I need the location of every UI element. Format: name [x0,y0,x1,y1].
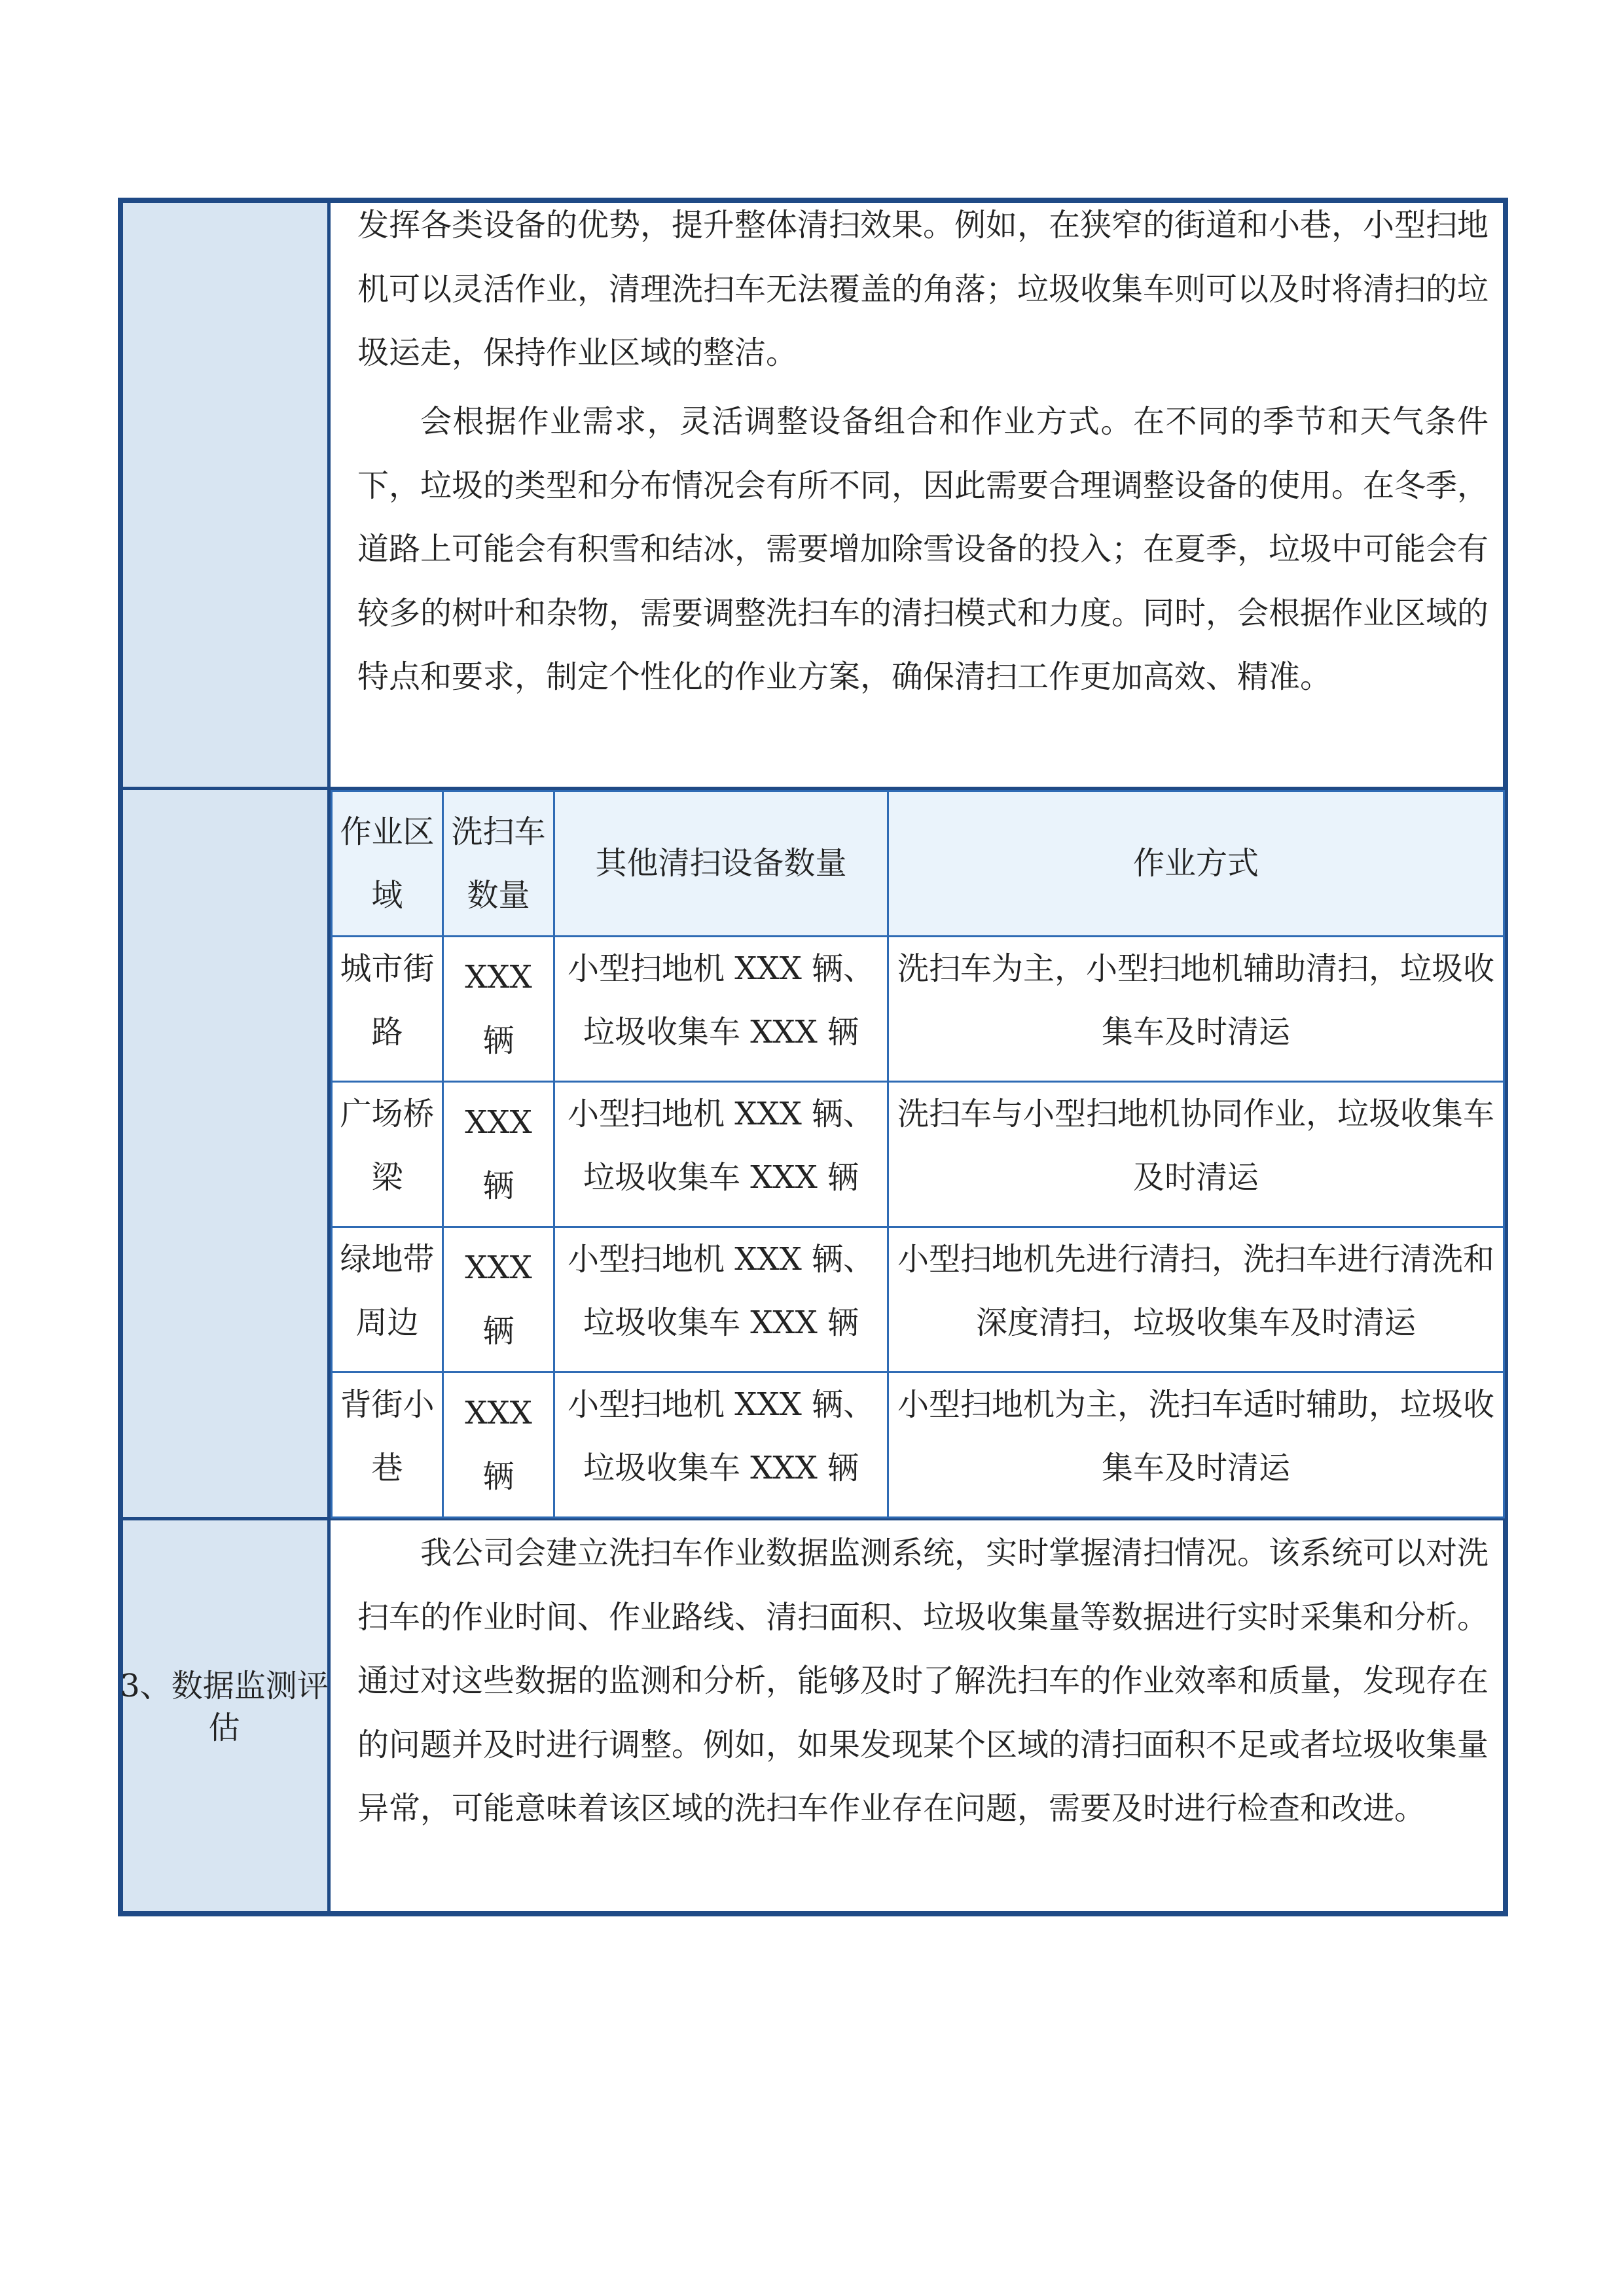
paragraph-equipment-advantages: 发挥各类设备的优势，提升整体清扫效果。例如，在狭窄的街道和小巷，小型扫地机可以灵活作业，清理洗扫车无法覆盖的角落；垃圾收集车则可以及时将清扫的垃圾运走，保持作业区域的整洁。 [357,207,1489,371]
cell-method: 小型扫地机为主，洗扫车适时辅助，垃圾收集车及时清运 [888,1372,1504,1518]
cell-sweepers: XXX 辆 [443,1082,554,1227]
cell-area: 广场桥梁 [332,1082,443,1227]
cell-sweepers: XXX 辆 [443,1227,554,1372]
cell-area: 背街小巷 [332,1372,443,1518]
cell-other: 小型扫地机 XXX 辆、垃圾收集车 XXX 辆 [554,937,888,1082]
header-other-equipment: 其他清扫设备数量 [554,791,888,937]
cell-method: 小型扫地机先进行清扫，洗扫车进行清洗和深度清扫，垃圾收集车及时清运 [888,1227,1504,1372]
table-row [332,1227,1504,1372]
header-method: 作业方式 [888,791,1504,937]
header-area: 作业区域 [332,791,443,937]
table-row [332,1082,1504,1227]
cell-other: 小型扫地机 XXX 辆、垃圾收集车 XXX 辆 [554,1082,888,1227]
cell-other: 小型扫地机 XXX 辆、垃圾收集车 XXX 辆 [554,1372,888,1518]
paragraph-data-monitoring: 我公司会建立洗扫车作业数据监测系统，实时掌握清扫情况。该系统可以对洗扫车的作业时间、作业路线、清扫面积、垃圾收集量等数据进行实时采集和分析。通过对这些数据的监测和分析，能够及时了解洗扫车的作业效率和质量，发现存在的问题并及时进行调整。例如，如果发现某个区域的清扫面积不足或者垃圾收集量异常，可能意味着该区域的洗扫车作业存在问题，需要及时进行检查和改进。 [357,1535,1489,1827]
table-row [332,1372,1504,1518]
table-row [332,937,1504,1082]
operation-table [331,790,1505,1518]
cell-area: 绿地带周边 [332,1227,443,1372]
cell-sweepers: XXX 辆 [443,937,554,1082]
header-sweepers: 洗扫车数量 [443,791,554,937]
section3-label: 3、数据监测评估 [120,1668,329,1746]
cell-sweepers: XXX 辆 [443,1372,554,1518]
cell-other: 小型扫地机 XXX 辆、垃圾收集车 XXX 辆 [554,1227,888,1372]
cell-method: 洗扫车为主，小型扫地机辅助清扫，垃圾收集车及时清运 [888,937,1504,1082]
paragraph-flexible-adjustment: 会根据作业需求，灵活调整设备组合和作业方式。在不同的季节和天气条件下，垃圾的类型和分布情况会有所不同，因此需要合理调整设备的使用。在冬季，道路上可能会有积雪和结冰，需要增加除雪设备的投入；在夏季，垃圾中可能会有较多的树叶和杂物，需要调整洗扫车的清扫模式和力度。同时，会根据作业区域的特点和要求，制定个性化的作业方案，确保清扫工作更加高效、精准。 [357,403,1489,695]
cell-method: 洗扫车与小型扫地机协同作业，垃圾收集车及时清运 [888,1082,1504,1227]
cell-area: 城市街路 [332,937,443,1082]
table-header-row [332,791,1504,937]
